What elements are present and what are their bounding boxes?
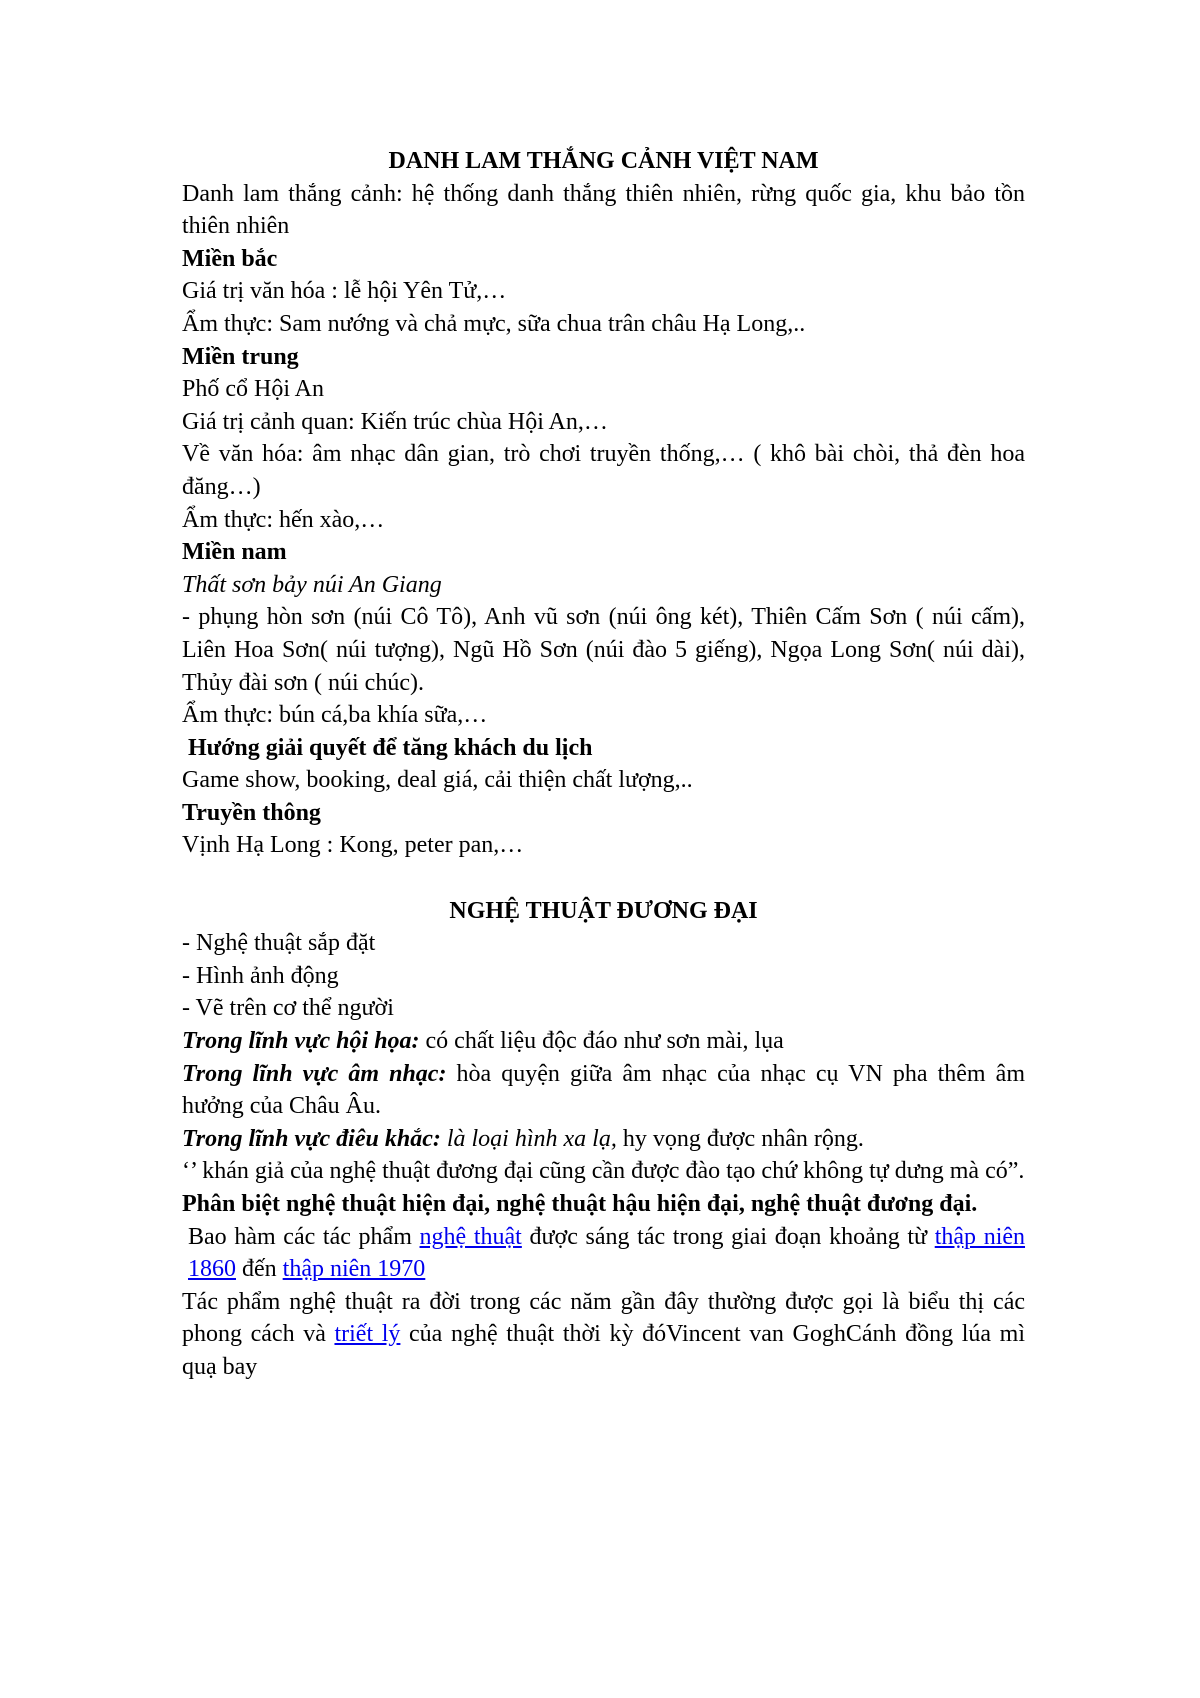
heading-mien-nam: Miền nam [182,539,287,566]
link-thap-nien-1860[interactable]: thập niên 1860 [188,1223,1026,1283]
music-label: Trong lĩnh vực âm nhạc: [182,1060,447,1087]
intro-paragraph: Danh lam thắng cảnh: hệ thống danh thắng thiên nhiên, rừng quốc gia, khu bảo tồn thiên nhiên [182,180,1025,240]
south-food: Ẩm thực: bún cá,ba khía sữa,… [182,702,488,729]
painting-label: Trong lĩnh vực hội họa: [182,1028,420,1055]
heading-media: Truyền thông [182,799,321,826]
heading-tourism: Hướng giải quyết để tăng khách du lịch [188,734,593,761]
contemporary-paragraph [182,1286,1025,1384]
central-culture: Về văn hóa: âm nhạc dân gian, trò chơi truyền thống,… ( khô bài chòi, thả đèn hoa đăng…) [182,441,1025,500]
para-text: đến [236,1256,283,1283]
para-text: được sáng tác trong giai đoạn khoảng từ [521,1223,935,1250]
central-place: Phố cổ Hội An [182,376,325,403]
sculpture-paragraph [182,1123,1025,1156]
central-food: Ẩm thực: hến xào,… [182,506,385,533]
north-food: Ẩm thực: Sam nướng và chả mực, sữa chua trân châu Hạ Long,.. [182,310,806,337]
quote-paragraph: ‘’ khán giả của nghệ thuật đương đại cũng cần được đào tạo chứ không tự dưng mà có”. [182,1158,1025,1185]
media-text: Vịnh Hạ Long : Kong, peter pan,… [182,832,524,859]
document-page [182,145,1025,1384]
tourism-text: Game show, booking, deal giá, cải thiện chất lượng,.. [182,767,693,794]
compare-heading: Phân biệt nghệ thuật hiện đại, nghệ thuật hậu hiện đại, nghệ thuật đương đại. [182,1191,978,1217]
music-text: hòa quyện giữa âm nhạc của nhạc cụ VN pha thêm âm hưởng của Châu Âu. [182,1060,1025,1120]
modern-art-paragraph [182,1221,1025,1286]
link-triet-ly[interactable]: triết lý [334,1321,401,1348]
para-text: của nghệ thuật thời kỳ đóVincent van GoghCánh đồng lúa mì quạ bay [182,1321,1025,1380]
sculpture-italic: là loại hình xa lạ, [440,1125,617,1152]
music-paragraph [182,1058,1025,1123]
title-danh-lam: DANH LAM THẮNG CẢNH VIỆT NAM [388,148,819,174]
para-text: Bao hàm các tác phẩm [188,1223,420,1250]
title-nghe-thuat: NGHỆ THUẬT ĐƯƠNG ĐẠI [449,897,758,924]
link-nghe-thuat[interactable]: nghệ thuật [419,1223,522,1250]
central-landscape: Giá trị cảnh quan: Kiến trúc chùa Hội An,… [182,408,608,435]
heading-mien-bac: Miền bắc [182,245,278,272]
painting-text: có chất liệu độc đáo như sơn mài, lụa [419,1028,784,1055]
section-spacer [182,862,1025,895]
bullet-item: - Vẽ trên cơ thể người [182,995,394,1022]
north-culture: Giá trị văn hóa : lễ hội Yên Tử,… [182,278,507,305]
south-place: Thất sơn bảy núi An Giang [182,571,442,598]
sculpture-label: Trong lĩnh vực điêu khắc: [182,1125,441,1152]
para-text: Tác phẩm nghệ thuật ra đời trong các năm gần đây thường được gọi là biểu thị các phong cách và [182,1288,1025,1348]
link-thap-nien-1970[interactable]: thập niên 1970 [282,1256,426,1283]
sculpture-text: hy vọng được nhân rộng. [616,1125,864,1152]
heading-mien-trung: Miền trung [182,343,299,370]
bullet-item: - Nghệ thuật sắp đặt [182,930,376,957]
painting-paragraph [182,1025,1025,1058]
south-mountains: - phụng hòn sơn (núi Cô Tô), Anh vũ sơn (núi ông két), Thiên Cấm Sơn ( núi cấm), Liên Hoa Sơn( núi tượng), Ngũ Hồ Sơn (núi đào 5 giếng), Ngọa Long Sơn( núi dài), Thủy đài sơn ( núi chúc). [182,604,1025,696]
bullet-item: - Hình ảnh động [182,962,339,989]
